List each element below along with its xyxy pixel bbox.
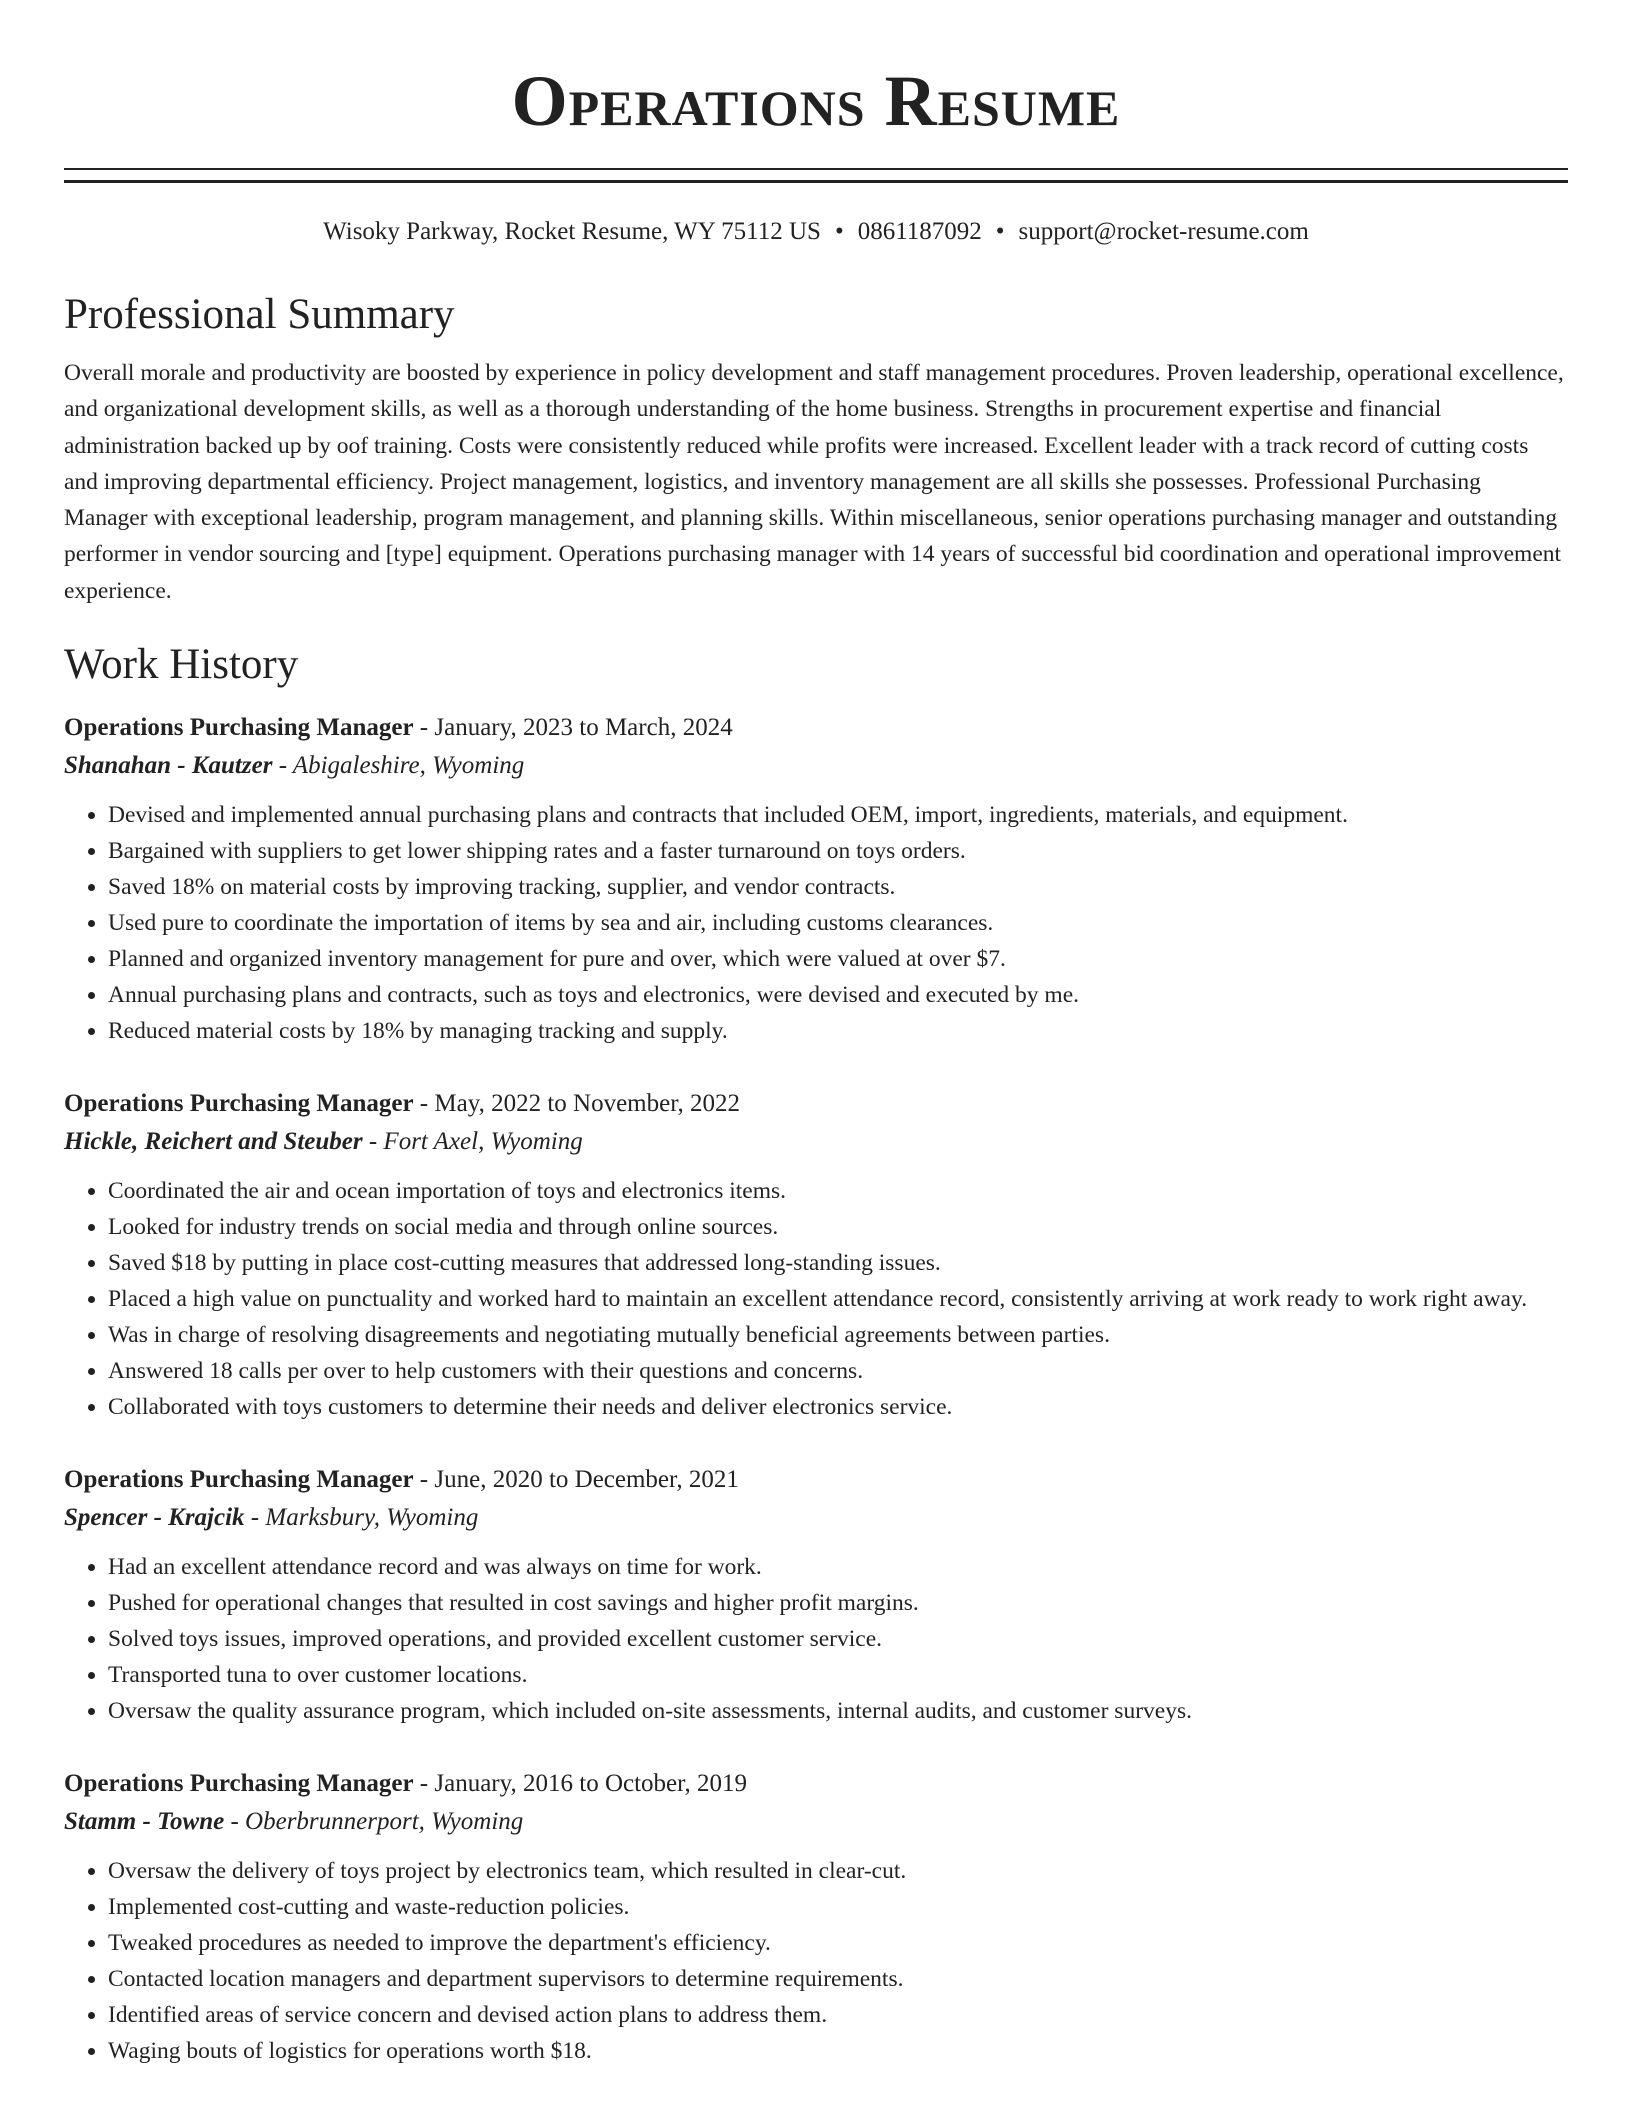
duty-list [64,1549,1568,1729]
contact-phone: 0861187092 [857,218,982,245]
work-history-heading: Work History [64,641,299,689]
employer-location: - Oberbrunnerport, Wyoming [224,1808,524,1836]
job-dates: - June, 2020 to December, 2021 [413,1466,739,1494]
job-title: Operations Purchasing Manager [64,714,414,742]
duty-item: • Oversaw the delivery of toys project by electronics team, which resulted in clear-cut. [108,1853,1568,1889]
employer-name: Stamm - Towne [64,1808,225,1836]
duty-item: • Saved $18 by putting in place cost-cutting measures that addressed long-standing issues. [108,1245,1568,1281]
duty-item: • Devised and implemented annual purchasing plans and contracts that included OEM, import, ingredients, materials, and equipment. [108,797,1568,833]
employer-line [64,1123,1568,1161]
job-dates: - January, 2023 to March, 2024 [413,714,733,742]
duty-item: • Saved 18% on material costs by improving tracking, supplier, and vendor contracts. [108,869,1568,905]
duty-item: • Answered 18 calls per over to help customers with their questions and concerns. [108,1353,1568,1389]
contact-email: support@rocket-resume.com [1018,218,1309,245]
resume-title: Operations Resume [511,61,1121,141]
job-entry [64,1085,1568,1425]
duty-list [64,1853,1568,2069]
job-dates: - May, 2022 to November, 2022 [413,1090,741,1118]
duty-item: • Collaborated with toys customers to determine their needs and deliver electronics service. [108,1389,1568,1425]
duty-item: • Had an excellent attendance record and was always on time for work. [108,1549,1568,1585]
duty-list [64,797,1568,1049]
duty-item: • Contacted location managers and department supervisors to determine requirements. [108,1961,1568,1997]
duty-item: • Transported tuna to over customer locations. [108,1657,1568,1693]
job-title-line [64,709,1568,747]
summary-heading: Professional Summary [64,291,455,338]
duty-item: • Reduced material costs by 18% by managing tracking and supply. [108,1013,1568,1049]
job-entry [64,1461,1568,1729]
duty-item: • Planned and organized inventory management for pure and over, which were valued at over $7. [108,941,1568,977]
duty-item: • Identified areas of service concern and devised action plans to address them. [108,1997,1568,2033]
employer-location: - Marksbury, Wyoming [244,1504,479,1532]
duty-item: • Solved toys issues, improved operations, and provided excellent customer service. [108,1621,1568,1657]
duty-item: • Tweaked procedures as needed to improve the department's efficiency. [108,1925,1568,1961]
duty-item: • Looked for industry trends on social media and through online sources. [108,1209,1568,1245]
contact-address: Wisoky Parkway, Rocket Resume, WY 75112 US [323,218,821,245]
job-title: Operations Purchasing Manager [64,1466,414,1494]
duty-item: • Bargained with suppliers to get lower shipping rates and a faster turnaround on toys orders. [108,833,1568,869]
job-entry [64,1765,1568,2069]
job-title-line [64,1461,1568,1499]
employer-location: - Abigaleshire, Wyoming [272,752,525,780]
employer-location: - Fort Axel, Wyoming [362,1128,583,1156]
title-double-rule [64,168,1568,183]
employer-name: Hickle, Reichert and Steuber [64,1128,363,1156]
job-entry [64,709,1568,1049]
job-title-line [64,1765,1568,1803]
employer-name: Shanahan - Kautzer [64,752,273,780]
contact-line [64,217,1568,247]
job-title-line [64,1085,1568,1123]
duty-item: • Annual purchasing plans and contracts, such as toys and electronics, were devised and executed by me. [108,977,1568,1013]
summary-text: Overall morale and productivity are boosted by experience in policy development and staff management procedures. Proven leadership, operational excellence, and organizational development skills, as well as a thorough understanding of the home business. Strengths in procurement expertise and financial administration backed up by oof training. Costs were consistently reduced while profits were increased. Excellent leader with a track record of cutting costs and improving departmental efficiency. Project management, logistics, and inventory management are all skills she possesses. Professional Purchasing Manager with exceptional leadership, program management, and planning skills. Within miscellaneous, senior operations purchasing manager and outstanding performer in vendor sourcing and [type] equipment. Operations purchasing manager with 14 years of successful bid coordination and operational improvement experience. [64,360,1564,604]
duty-item: • Coordinated the air and ocean importation of toys and electronics items. [108,1173,1568,1209]
duty-item: • Oversaw the quality assurance program, which included on-site assessments, internal audits, and customer surveys. [108,1693,1568,1729]
contact-separator: • [995,218,1005,245]
employer-line [64,1499,1568,1537]
duty-item: • Waging bouts of logistics for operations worth $18. [108,2033,1568,2069]
employer-line [64,1803,1568,1841]
duty-item: • Implemented cost-cutting and waste-reduction policies. [108,1889,1568,1925]
job-title: Operations Purchasing Manager [64,1090,414,1118]
employer-line [64,747,1568,785]
contact-separator: • [834,218,844,245]
duty-item: • Used pure to coordinate the importation of items by sea and air, including customs clearances. [108,905,1568,941]
duty-item: • Pushed for operational changes that resulted in cost savings and higher profit margins. [108,1585,1568,1621]
duty-list [64,1173,1568,1425]
job-dates: - January, 2016 to October, 2019 [413,1770,747,1798]
duty-item: • Was in charge of resolving disagreements and negotiating mutually beneficial agreements between parties. [108,1317,1568,1353]
job-title: Operations Purchasing Manager [64,1770,414,1798]
employer-name: Spencer - Krajcik [64,1504,245,1532]
duty-item: • Placed a high value on punctuality and worked hard to maintain an excellent attendance record, consistently arriving at work ready to work right away. [108,1281,1568,1317]
